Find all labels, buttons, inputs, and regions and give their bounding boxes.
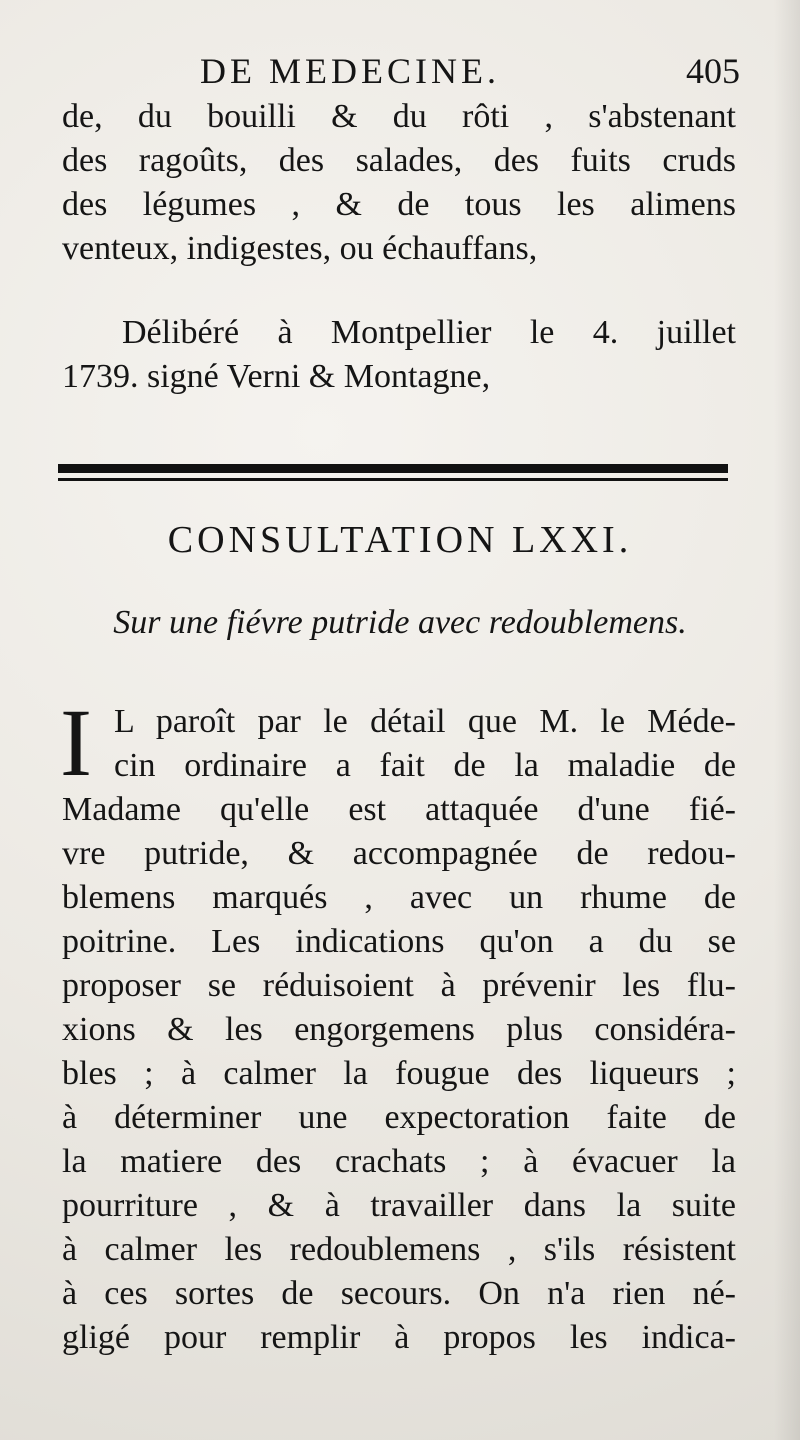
divider-thick-rule (58, 464, 728, 473)
text-line: bles ; à calmer la fougue des liqueurs ; (62, 1055, 736, 1092)
text-line: 1739. signé Verni & Montagne, (62, 358, 491, 395)
text-line: poitrine. Les indications qu'on a du se (62, 923, 736, 960)
deliberation-paragraph (62, 311, 736, 399)
text-line: des ragoûts, des salades, des fuits cruds (62, 142, 736, 179)
continued-paragraph (62, 95, 736, 271)
text-line: cin ordinaire a fait de la maladie de (114, 747, 736, 784)
page-edge-shadow (774, 0, 800, 1440)
page-number: 405 (686, 51, 740, 91)
text-line: proposer se réduisoient à prévenir les flu- (62, 967, 736, 1004)
text-line: L paroît par le détail que M. le Méde- (114, 703, 736, 740)
text-line: à calmer les redoublemens , s'ils résistent (62, 1231, 736, 1268)
consultation-heading: CONSULTATION LXXI. (167, 519, 633, 561)
text-line: à ces sortes de secours. On n'a rien né- (62, 1275, 736, 1312)
text-line: vre putride, & accompagnée de redou- (62, 835, 736, 872)
drop-cap: I (60, 689, 92, 796)
consultation-body (60, 689, 736, 1360)
text-line: Madame qu'elle est attaquée d'une fié- (62, 791, 736, 828)
text-line: xions & les engorgemens plus considéra- (62, 1011, 736, 1048)
text-line: Délibéré à Montpellier le 4. juillet (122, 314, 736, 351)
divider-thin-rule (58, 478, 728, 481)
text-line: la matiere des crachats ; à évacuer la (62, 1143, 736, 1180)
text-line: pourriture , & à travailler dans la suite (62, 1187, 736, 1224)
text-line: de, du bouilli & du rôti , s'abstenant (62, 98, 736, 135)
text-line: blemens marqués , avec un rhume de (62, 879, 736, 916)
consultation-subtitle: Sur une fiévre putride avec redoublemens. (113, 604, 687, 641)
running-title: DE MEDECINE. (200, 51, 500, 91)
text-line: gligé pour remplir à propos les indica- (62, 1319, 736, 1356)
section-divider (58, 464, 728, 486)
text-line: à déterminer une expectoration faite de (62, 1099, 736, 1136)
running-head (60, 50, 740, 94)
text-line: des légumes , & de tous les alimens (62, 186, 736, 223)
text-line: venteux, indigestes, ou échauffans, (62, 230, 538, 267)
